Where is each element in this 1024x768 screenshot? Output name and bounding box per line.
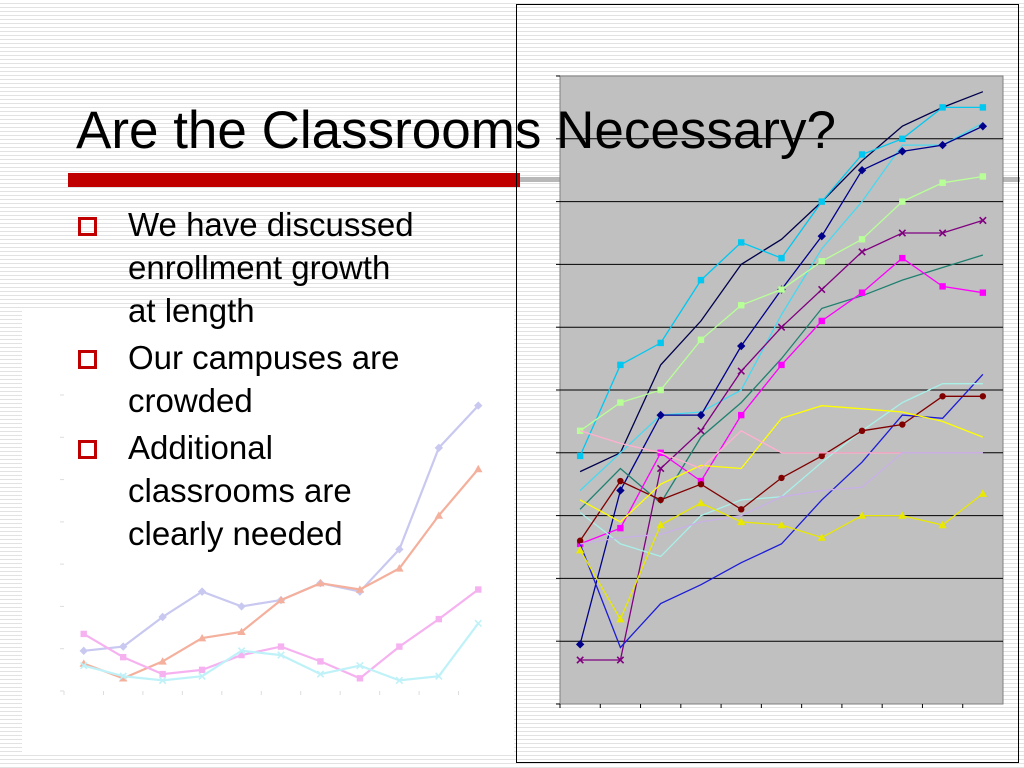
data-point bbox=[819, 318, 825, 324]
data-point bbox=[899, 255, 905, 261]
data-point bbox=[738, 239, 744, 245]
data-point bbox=[980, 104, 986, 110]
data-point bbox=[475, 586, 481, 592]
bullet-square-icon bbox=[78, 217, 97, 236]
bullet-text: Our campuses are crowded bbox=[128, 339, 400, 419]
data-point bbox=[617, 362, 623, 368]
data-point bbox=[657, 387, 663, 393]
data-point bbox=[778, 362, 784, 368]
data-point bbox=[859, 289, 865, 295]
data-point bbox=[738, 506, 744, 512]
data-point bbox=[698, 481, 704, 487]
data-point bbox=[819, 258, 825, 264]
data-point bbox=[657, 497, 663, 503]
data-point bbox=[436, 616, 442, 622]
bullet-item bbox=[76, 203, 516, 332]
slide-title: Are the Classrooms Necessary? bbox=[76, 101, 836, 160]
data-point bbox=[819, 453, 825, 459]
data-point bbox=[617, 525, 623, 531]
bullet-square-icon bbox=[78, 350, 97, 369]
bullet-item bbox=[76, 336, 516, 422]
data-point bbox=[738, 412, 744, 418]
data-point bbox=[899, 421, 905, 427]
data-point bbox=[939, 393, 945, 399]
bullet-text: Additional classrooms are clearly needed bbox=[128, 429, 352, 552]
data-point bbox=[738, 302, 744, 308]
data-point bbox=[617, 478, 623, 484]
data-point bbox=[657, 340, 663, 346]
data-point bbox=[778, 475, 784, 481]
data-point bbox=[899, 198, 905, 204]
data-point bbox=[939, 180, 945, 186]
bullet-square-icon bbox=[78, 440, 97, 459]
data-point bbox=[778, 286, 784, 292]
data-point bbox=[980, 289, 986, 295]
data-point bbox=[939, 283, 945, 289]
bullet-item bbox=[76, 426, 516, 555]
data-point bbox=[317, 658, 323, 664]
data-point bbox=[396, 643, 402, 649]
bullet-list bbox=[76, 203, 516, 559]
data-point bbox=[859, 151, 865, 157]
data-point bbox=[939, 104, 945, 110]
data-point bbox=[278, 643, 284, 649]
data-point bbox=[778, 255, 784, 261]
data-point bbox=[159, 671, 165, 677]
data-point bbox=[698, 277, 704, 283]
data-point bbox=[980, 173, 986, 179]
bullet-text: We have discussed enrollment growth at length bbox=[128, 206, 414, 329]
data-point bbox=[819, 198, 825, 204]
data-point bbox=[899, 136, 905, 142]
data-point bbox=[577, 453, 583, 459]
data-point bbox=[980, 393, 986, 399]
data-point bbox=[199, 667, 205, 673]
data-point bbox=[617, 399, 623, 405]
data-point bbox=[81, 631, 87, 637]
data-point bbox=[120, 654, 126, 660]
data-point bbox=[859, 428, 865, 434]
data-point bbox=[859, 236, 865, 242]
data-point bbox=[357, 675, 363, 681]
title-rule-red bbox=[68, 173, 520, 187]
data-point bbox=[698, 337, 704, 343]
